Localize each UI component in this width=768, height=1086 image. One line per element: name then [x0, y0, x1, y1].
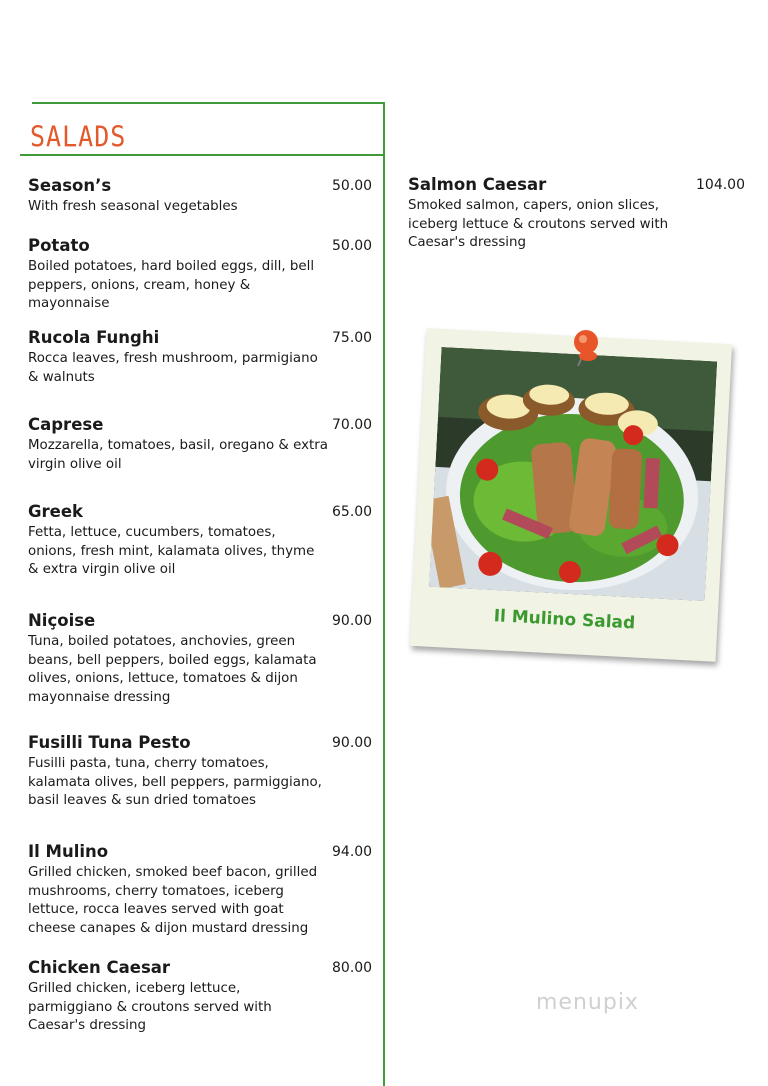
- menu-item-salmon-caesar: [408, 175, 745, 253]
- item-name: Fusilli Tuna Pesto: [28, 733, 191, 752]
- photo-caption: Il Mulino Salad: [493, 606, 636, 634]
- menu-item-chicken-caesar: [28, 958, 373, 1036]
- header-top-rule: [32, 102, 385, 104]
- item-name: Chicken Caesar: [28, 958, 171, 977]
- salad-photo: [429, 347, 717, 601]
- item-description: Fusilli pasta, tuna, cherry tomatoes, kalamata olives, bell peppers, parmiggiano, basil leaves & sun dried tomatoes: [28, 756, 322, 809]
- menu-item-caprese: [28, 415, 373, 474]
- item-price: 50.00: [332, 238, 373, 254]
- watermark: menupix: [536, 990, 639, 1015]
- push-pin-icon: [568, 326, 608, 372]
- item-price: 75.00: [332, 330, 373, 346]
- item-description: Fetta, lettuce, cucumbers, tomatoes, onions, fresh mint, kalamata olives, thyme & extra virgin olive oil: [28, 525, 315, 578]
- item-description: Boiled potatoes, hard boiled eggs, dill, bell peppers, onions, cream, honey & mayonnaise: [28, 259, 315, 312]
- section-title: SALADS: [30, 120, 127, 154]
- menu-item-fusilli-tuna-pesto: [28, 733, 373, 811]
- item-name: Potato: [28, 236, 90, 255]
- item-price: 70.00: [332, 417, 373, 433]
- column-divider: [383, 102, 385, 1086]
- menu-item-il-mulino: [28, 842, 373, 938]
- item-description: With fresh seasonal vegetables: [28, 199, 238, 214]
- item-price: 50.00: [332, 178, 373, 194]
- item-description: Grilled chicken, iceberg lettuce, parmiggiano & croutons served with Caesar's dressing: [28, 981, 272, 1034]
- menu-item-greek: [28, 502, 373, 580]
- salad-illustration: [429, 347, 717, 601]
- item-description: Mozzarella, tomatoes, basil, oregano & extra virgin olive oil: [28, 438, 328, 472]
- item-name: Greek: [28, 502, 84, 521]
- item-price: 90.00: [332, 735, 373, 751]
- item-name: Salmon Caesar: [408, 175, 547, 194]
- item-price: 65.00: [332, 504, 373, 520]
- item-price: 104.00: [696, 177, 745, 193]
- menu-item-potato: [28, 236, 373, 314]
- item-price: 94.00: [332, 844, 373, 860]
- item-description: Rocca leaves, fresh mushroom, parmigiano & walnuts: [28, 351, 318, 385]
- item-name: Il Mulino: [28, 842, 109, 861]
- menu-item-rucola-funghi: [28, 328, 373, 387]
- menu-item-seasons: [28, 176, 373, 217]
- item-description: Smoked salmon, capers, onion slices, iceberg lettuce & croutons served with Caesar's dressing: [408, 198, 669, 251]
- item-description: Tuna, boiled potatoes, anchovies, green beans, bell peppers, boiled eggs, kalamata olives, onions, lettuce, tomatoes & dijon mayonnaise dressing: [28, 634, 317, 705]
- item-name: Caprese: [28, 415, 104, 434]
- item-name: Niçoise: [28, 611, 96, 630]
- item-price: 90.00: [332, 613, 373, 629]
- item-price: 80.00: [332, 960, 373, 976]
- item-description: Grilled chicken, smoked beef bacon, grilled mushrooms, cherry tomatoes, iceberg lettuce, rocca leaves served with goat cheese canapes & dijon mustard dressing: [28, 865, 318, 936]
- header-bottom-rule: [20, 154, 385, 156]
- salad-photo-polaroid: [410, 328, 732, 662]
- menu-item-nicoise: [28, 611, 373, 707]
- item-name: Season’s: [28, 176, 112, 195]
- item-name: Rucola Funghi: [28, 328, 160, 347]
